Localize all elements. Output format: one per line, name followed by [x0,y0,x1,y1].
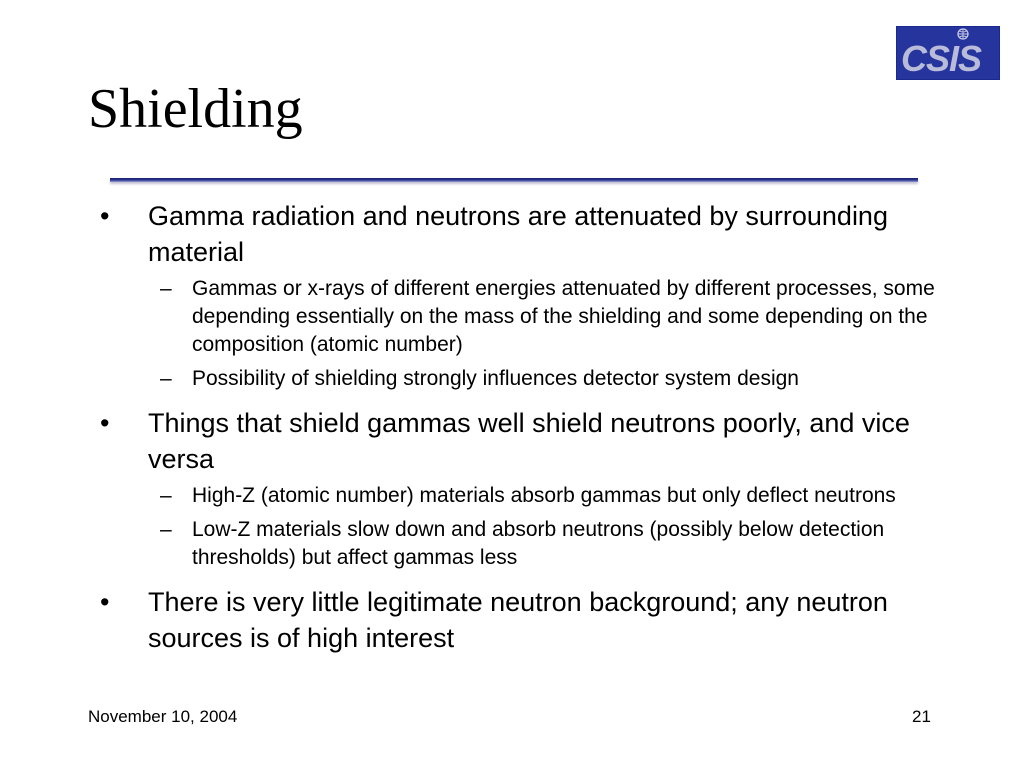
sub-bullet-text: Low-Z materials slow down and absorb neutrons (possibly below detection thresholds) but affect gammas less [192,518,885,569]
sub-bullet-marker: – [160,277,172,300]
bullet-item [100,405,980,477]
bullet-text: There is very little legitimate neutron background; any neutron sources is of high interest [148,587,888,653]
sub-bullet-text: Possibility of shielding strongly influences detector system design [192,367,799,390]
bullet-marker: • [100,587,110,617]
sub-bullet-list [100,275,980,393]
title-underline-divider [110,178,918,182]
bullet-item [100,584,980,656]
bullet-text: Things that shield gammas well shield neutrons poorly, and vice versa [148,408,910,474]
csis-logo-image [897,27,999,79]
sub-bullet-text: High-Z (atomic number) materials absorb gammas but only deflect neutrons [192,484,896,507]
bullet-marker: • [100,408,110,438]
sub-bullet-item [100,365,980,393]
sub-bullet-item [100,482,980,510]
csis-logo [896,26,1000,80]
slide-body [100,198,980,659]
sub-bullet-marker: – [160,367,172,390]
footer-date: November 10, 2004 [88,707,238,726]
sub-bullet-marker: – [160,484,172,507]
sub-bullet-marker: – [160,518,172,541]
sub-bullet-item [100,275,980,359]
sub-bullet-text: Gammas or x-rays of different energies attenuated by different processes, some depending essentially on the mass of the shielding and some depending on the composition (atomic number) [192,277,935,356]
sub-bullet-item [100,516,980,572]
bullet-text: Gamma radiation and neutrons are attenuated by surrounding material [148,201,888,267]
slide-title: Shielding [88,78,303,140]
sub-bullet-list [100,482,980,572]
bullet-marker: • [100,201,110,231]
svg-text:CSIS: CSIS [901,38,982,79]
bullet-item [100,198,980,270]
footer-page-number: 21 [912,707,931,726]
